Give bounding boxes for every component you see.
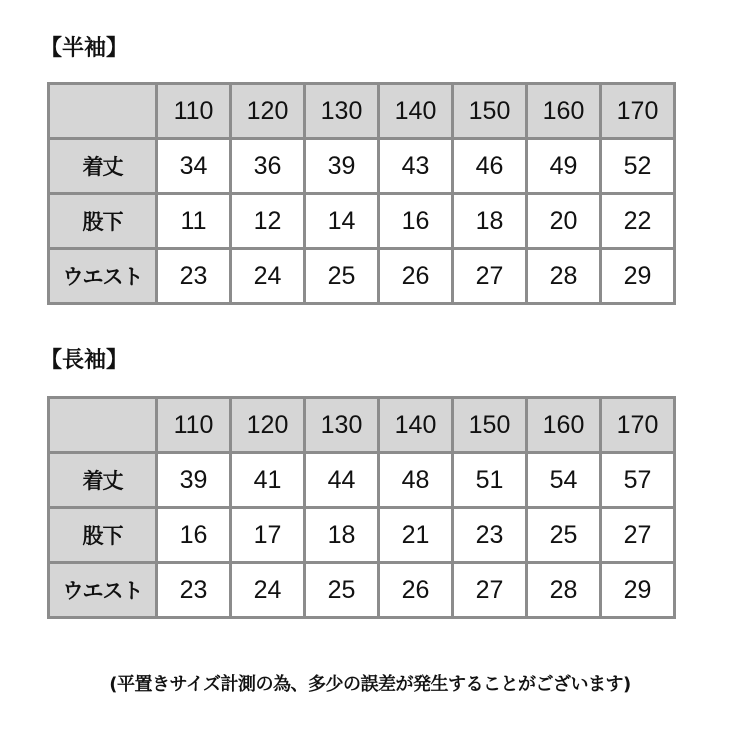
measurement-cell: 17: [231, 508, 305, 563]
measurement-cell: 12: [231, 194, 305, 249]
measurement-cell: 23: [157, 563, 231, 618]
table-row: [49, 508, 675, 563]
size-header-cell: 160: [527, 398, 601, 453]
size-header-row: [49, 84, 675, 139]
size-header-cell: 110: [157, 398, 231, 453]
measurement-cell: 27: [453, 563, 527, 618]
long-sleeve-title: 【長袖】: [40, 348, 129, 373]
measurement-cell: 44: [305, 453, 379, 508]
size-header-cell: 110: [157, 84, 231, 139]
measurement-cell: 43: [379, 139, 453, 194]
measurement-cell: 52: [601, 139, 675, 194]
size-header-cell: 120: [231, 84, 305, 139]
table-row: [49, 453, 675, 508]
measurement-cell: 23: [157, 249, 231, 304]
measurement-cell: 36: [231, 139, 305, 194]
long-sleeve-size-table: [47, 396, 676, 619]
measurement-cell: 24: [231, 249, 305, 304]
row-label: 着丈: [49, 453, 157, 508]
size-header-cell: 130: [305, 84, 379, 139]
size-header-cell: 150: [453, 84, 527, 139]
measurement-cell: 49: [527, 139, 601, 194]
measurement-cell: 41: [231, 453, 305, 508]
measurement-cell: 54: [527, 453, 601, 508]
size-header-cell: 170: [601, 84, 675, 139]
row-label: ウエスト: [49, 563, 157, 618]
measurement-cell: 39: [305, 139, 379, 194]
measurement-cell: 27: [453, 249, 527, 304]
size-header-cell: 170: [601, 398, 675, 453]
measurement-cell: 27: [601, 508, 675, 563]
measurement-cell: 18: [453, 194, 527, 249]
size-header-cell: 140: [379, 398, 453, 453]
row-label: 着丈: [49, 139, 157, 194]
measurement-cell: 25: [305, 249, 379, 304]
measurement-cell: 25: [527, 508, 601, 563]
measurement-cell: 46: [453, 139, 527, 194]
measurement-cell: 51: [453, 453, 527, 508]
table-row: [49, 249, 675, 304]
measurement-cell: 21: [379, 508, 453, 563]
row-label: ウエスト: [49, 249, 157, 304]
measurement-cell: 11: [157, 194, 231, 249]
corner-cell: [49, 84, 157, 139]
short-sleeve-size-table: [47, 82, 676, 305]
measurement-cell: 25: [305, 563, 379, 618]
measurement-cell: 26: [379, 563, 453, 618]
measurement-cell: 16: [157, 508, 231, 563]
measurement-cell: 24: [231, 563, 305, 618]
measurement-cell: 34: [157, 139, 231, 194]
measurement-cell: 26: [379, 249, 453, 304]
measurement-cell: 20: [527, 194, 601, 249]
measurement-cell: 28: [527, 249, 601, 304]
measurement-cell: 29: [601, 563, 675, 618]
size-header-cell: 160: [527, 84, 601, 139]
row-label: 股下: [49, 508, 157, 563]
short-sleeve-title: 【半袖】: [40, 36, 129, 61]
measurement-cell: 16: [379, 194, 453, 249]
measurement-note: (平置きサイズ計測の為、多少の誤差が発生することがございます): [109, 674, 631, 695]
measurement-cell: 39: [157, 453, 231, 508]
table-row: [49, 563, 675, 618]
row-label: 股下: [49, 194, 157, 249]
table-row: [49, 139, 675, 194]
measurement-cell: 14: [305, 194, 379, 249]
size-header-cell: 120: [231, 398, 305, 453]
size-header-cell: 150: [453, 398, 527, 453]
measurement-cell: 29: [601, 249, 675, 304]
measurement-cell: 18: [305, 508, 379, 563]
table-row: [49, 194, 675, 249]
size-header-cell: 140: [379, 84, 453, 139]
measurement-cell: 48: [379, 453, 453, 508]
corner-cell: [49, 398, 157, 453]
size-header-row: [49, 398, 675, 453]
measurement-cell: 57: [601, 453, 675, 508]
measurement-cell: 22: [601, 194, 675, 249]
measurement-cell: 28: [527, 563, 601, 618]
measurement-cell: 23: [453, 508, 527, 563]
size-header-cell: 130: [305, 398, 379, 453]
